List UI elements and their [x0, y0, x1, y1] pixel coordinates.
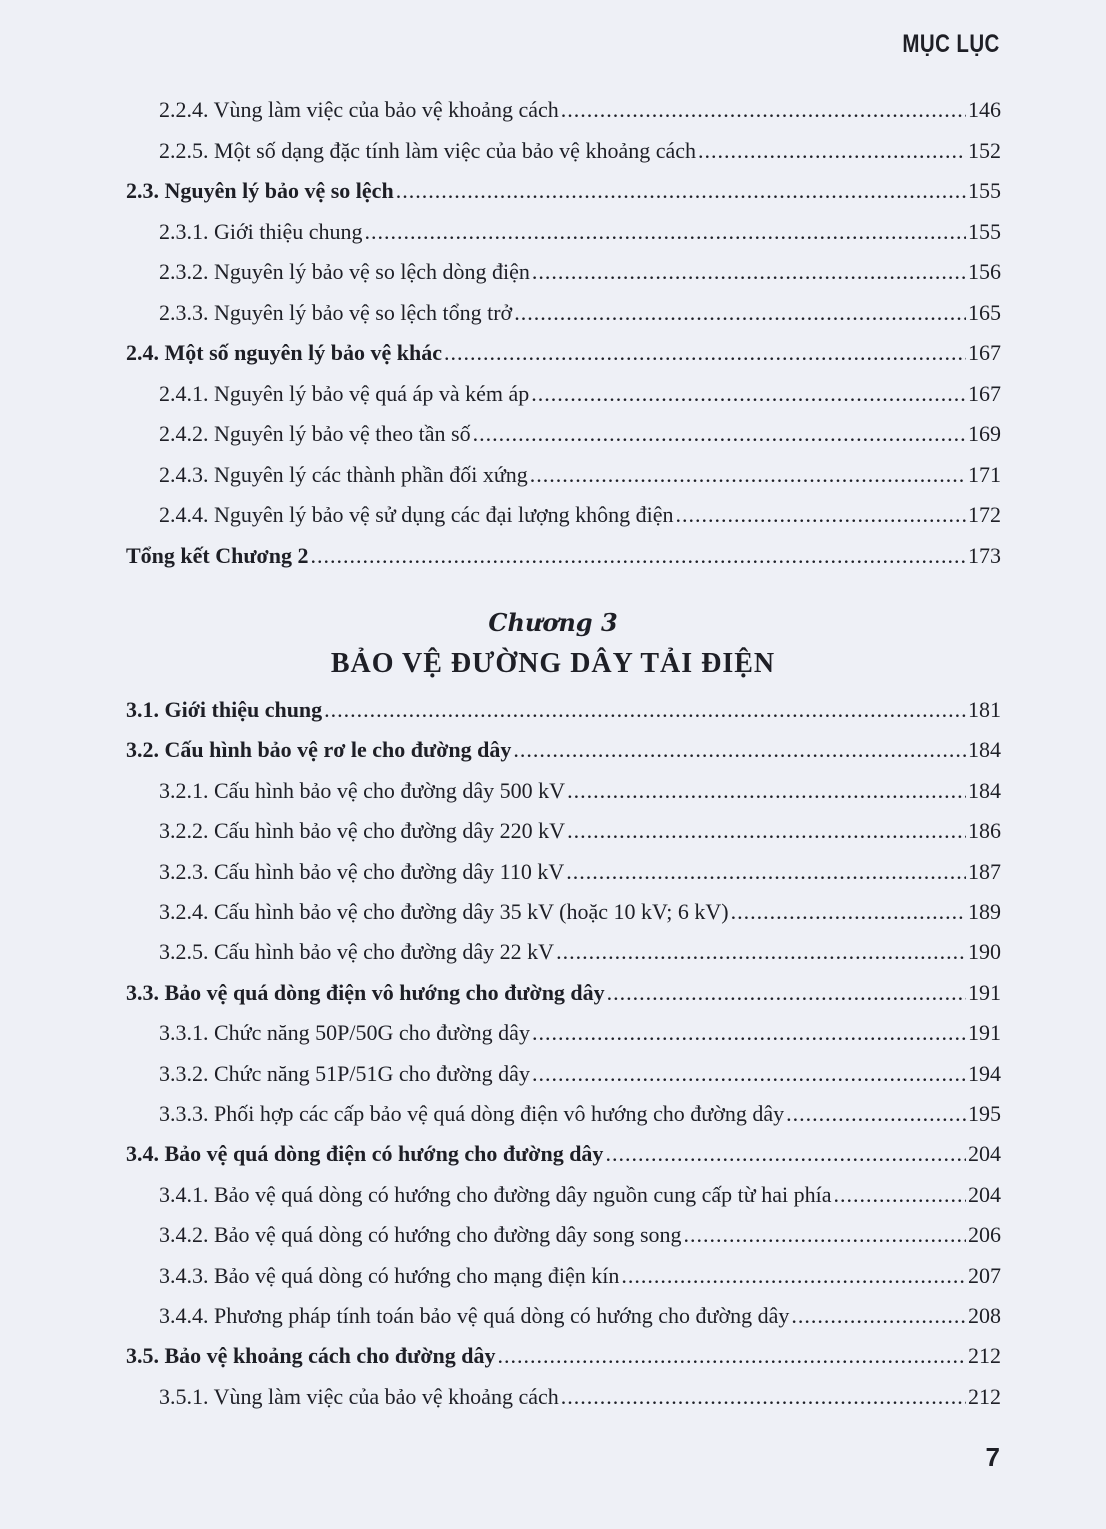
dot-leader: [676, 498, 967, 532]
toc-entry-title: 2.4.3. Nguyên lý các thành phần đối xứng: [159, 461, 528, 487]
dot-leader: [566, 855, 966, 889]
dot-leader: [698, 134, 966, 168]
dot-leader: [324, 693, 966, 727]
toc-entry-title: 3.3. Bảo vệ quá dòng điện vô hướng cho đường dây: [126, 979, 605, 1005]
toc-entry-page: 165: [968, 299, 1001, 325]
dot-leader: [791, 1299, 966, 1333]
toc-entry: [159, 1016, 1001, 1050]
toc-entry: [126, 733, 1001, 767]
dot-leader: [396, 174, 966, 208]
toc-entry-page: 184: [968, 737, 1001, 763]
toc-entry-page: 146: [968, 97, 1001, 122]
toc-entry-page: 152: [968, 137, 1001, 163]
dot-leader: [365, 215, 967, 249]
toc-entry-title: 3.4.3. Bảo vệ quá dòng có hướng cho mạng điện kín: [159, 1262, 620, 1288]
toc-entry: [159, 1299, 1001, 1333]
toc-entry-title: 2.4.1. Nguyên lý bảo vệ quá áp và kém áp: [159, 380, 530, 406]
toc-entry: [159, 774, 1001, 808]
toc-entry-page: 171: [968, 461, 1001, 487]
toc-entry: [126, 693, 1001, 727]
dot-leader: [473, 417, 966, 451]
toc-entry-title: 3.2.2. Cấu hình bảo vệ cho đường dây 220 kV: [159, 818, 566, 844]
toc-entry: [159, 814, 1001, 848]
toc-entry: [126, 174, 1001, 208]
toc-entry: [126, 1339, 1001, 1373]
toc-entry: [159, 1218, 1001, 1252]
toc-entry-page: 204: [968, 1141, 1001, 1167]
dot-leader: [498, 1339, 967, 1373]
dot-leader: [621, 1259, 966, 1293]
toc-entry: [159, 215, 1001, 249]
dot-leader: [684, 1218, 967, 1252]
toc-entry-page: 169: [968, 421, 1001, 446]
toc-entry-title: 3.1. Giới thiệu chung: [126, 697, 323, 722]
toc-entry: [159, 93, 1001, 127]
dot-leader: [532, 255, 966, 289]
toc-entry-title: 3.2. Cấu hình bảo vệ rơ le cho đường dây: [126, 737, 512, 763]
toc-entry-page: 208: [968, 1303, 1001, 1328]
toc-entry-title: 2.3.2. Nguyên lý bảo vệ so lệch dòng điện: [159, 259, 530, 284]
toc-entry-title: 2.4.2. Nguyên lý bảo vệ theo tần số: [159, 421, 471, 446]
toc-entry-page: 173: [968, 542, 1001, 568]
toc-entry-page: 156: [968, 259, 1001, 284]
page-number: 7: [985, 1442, 1000, 1472]
toc-entry: [159, 417, 1001, 451]
toc-entry-page: 184: [968, 777, 1001, 803]
toc-entry-title: 3.3.3. Phối hợp các cấp bảo vệ quá dòng điện vô hướng cho đường dây: [159, 1101, 785, 1126]
dot-leader: [561, 1380, 966, 1414]
dot-leader: [731, 895, 966, 929]
toc-entry-page: 191: [968, 979, 1001, 1005]
dot-leader: [444, 336, 966, 370]
toc-entry-title: 3.4.2. Bảo vệ quá dòng có hướng cho đường dây song song: [159, 1222, 682, 1248]
dot-leader: [567, 814, 966, 848]
toc-entry-page: 172: [968, 502, 1001, 527]
toc-entry-title: 3.5. Bảo vệ khoảng cách cho đường dây: [126, 1343, 496, 1369]
toc-entry: [159, 1380, 1001, 1414]
toc-entry-title: 2.3. Nguyên lý bảo vệ so lệch: [126, 178, 394, 203]
toc-entry-page: 186: [968, 818, 1001, 844]
toc-entry-page: 181: [968, 697, 1001, 722]
toc-entry-title: 3.3.2. Chức năng 51P/51G cho đường dây: [159, 1060, 530, 1086]
toc-entry: [159, 1097, 1001, 1131]
toc-entry: [159, 498, 1001, 532]
toc-entry-page: 206: [968, 1222, 1001, 1248]
dot-leader: [310, 539, 966, 573]
toc-entry: [159, 1259, 1001, 1293]
toc-entry: [159, 895, 1001, 929]
dot-leader: [607, 976, 966, 1010]
toc-entry-page: 167: [968, 380, 1001, 406]
dot-leader: [833, 1178, 966, 1212]
toc-entry-page: 190: [968, 939, 1001, 965]
chapter-title: BẢO VỆ ĐƯỜNG DÂY TẢI ĐIỆN: [330, 648, 776, 679]
toc-entry: [159, 458, 1001, 492]
chapter-label: Chương 3: [488, 608, 618, 637]
toc-entry-title: 2.2.5. Một số dạng đặc tính làm việc của bảo vệ khoảng cách: [159, 137, 697, 163]
toc-entry-title: 2.4. Một số nguyên lý bảo vệ khác: [126, 340, 442, 365]
toc-entry-page: 204: [968, 1181, 1001, 1207]
toc-entry-title: 2.3.1. Giới thiệu chung: [159, 218, 363, 244]
toc-entry-title: 3.2.4. Cấu hình bảo vệ cho đường dây 35 kV (hoặc 10 kV; 6 kV): [159, 899, 729, 924]
dot-leader: [605, 1137, 966, 1171]
toc-entry-title: 3.3.1. Chức năng 50P/50G cho đường dây: [159, 1020, 530, 1046]
toc-entry-page: 194: [968, 1060, 1001, 1086]
toc-entry-title: 2.2.4. Vùng làm việc của bảo vệ khoảng cách: [159, 97, 559, 122]
toc-entry: [159, 935, 1001, 969]
toc-entry: [159, 855, 1001, 889]
toc-entry-title: 3.4. Bảo vệ quá dòng điện có hướng cho đường dây: [126, 1141, 604, 1167]
dot-leader: [786, 1097, 966, 1131]
toc-entry-title: 3.2.5. Cấu hình bảo vệ cho đường dây 22 kV: [159, 939, 555, 965]
toc-entry: [159, 1178, 1001, 1212]
toc-entry-title: 2.3.3. Nguyên lý bảo vệ so lệch tổng trở: [159, 299, 513, 325]
toc-entry: [126, 336, 1001, 370]
toc-entry-title: 2.4.4. Nguyên lý bảo vệ sử dụng các đại lượng không điện: [159, 502, 674, 527]
dot-leader: [556, 935, 966, 969]
toc-entry-page: 167: [968, 340, 1001, 365]
toc-entry-page: 189: [968, 899, 1001, 924]
toc-entry-page: 195: [968, 1101, 1001, 1126]
toc-entry-title: Tổng kết Chương 2: [126, 542, 309, 568]
toc-entry-page: 191: [968, 1020, 1001, 1046]
toc-entry-page: 187: [968, 858, 1001, 884]
toc-entry-page: 212: [968, 1383, 1001, 1409]
dot-leader: [530, 458, 966, 492]
toc-entry-title: 3.4.1. Bảo vệ quá dòng có hướng cho đường dây nguồn cung cấp từ hai phía: [159, 1181, 832, 1207]
toc-entry-title: 3.2.1. Cấu hình bảo vệ cho đường dây 500 kV: [159, 777, 566, 803]
dot-leader: [514, 296, 966, 330]
toc-entry-title: 3.4.4. Phương pháp tính toán bảo vệ quá dòng có hướng cho đường dây: [159, 1303, 790, 1328]
toc-entry-page: 155: [968, 178, 1001, 203]
dot-leader: [567, 774, 966, 808]
dot-leader: [532, 1016, 966, 1050]
toc-entry: [159, 296, 1001, 330]
toc-entry-page: 212: [968, 1343, 1001, 1369]
dot-leader: [532, 1057, 966, 1091]
dot-leader: [513, 733, 966, 767]
running-header: MỤC LỤC: [902, 30, 1000, 58]
toc-entry-page: 207: [968, 1262, 1001, 1288]
toc-entry: [159, 1057, 1001, 1091]
toc-entry: [159, 377, 1001, 411]
dot-leader: [531, 377, 966, 411]
toc-entry: [159, 134, 1001, 168]
toc-entry: [126, 976, 1001, 1010]
toc-entry: [159, 255, 1001, 289]
toc-entry-title: 3.5.1. Vùng làm việc của bảo vệ khoảng cách: [159, 1383, 559, 1409]
toc-entry-page: 155: [968, 218, 1001, 244]
toc-entry-title: 3.2.3. Cấu hình bảo vệ cho đường dây 110 kV: [159, 858, 565, 884]
toc-entry: [126, 539, 1001, 573]
toc-entry: [126, 1137, 1001, 1171]
dot-leader: [561, 93, 966, 127]
